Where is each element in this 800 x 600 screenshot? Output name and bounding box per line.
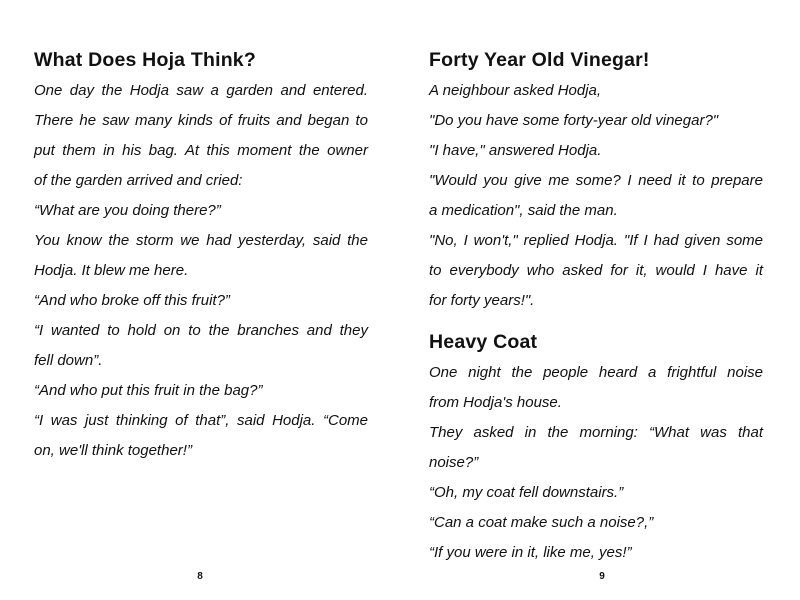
text-line: You know the storm we had yesterday, said the: [34, 232, 368, 249]
text-line: “Can a coat make such a noise?,”: [429, 514, 654, 531]
text-line: "Do you have some forty-year old vinegar?": [429, 112, 719, 129]
text-line: A neighbour asked Hodja,: [429, 82, 602, 99]
text-line: "I have," answered Hodja.: [429, 142, 602, 159]
text-line: “Oh, my coat fell downstairs.”: [429, 484, 624, 501]
right-page: [400, 0, 800, 600]
text-line: “And who broke off this fruit?”: [34, 292, 230, 309]
story-title: What Does Hoja Think?: [34, 49, 256, 71]
story-title: Forty Year Old Vinegar!: [429, 49, 650, 71]
text-line: “And who put this fruit in the bag?”: [34, 382, 263, 399]
page-number: 9: [599, 571, 605, 582]
text-line: “I was just thinking of that”, said Hodja. “Come: [34, 412, 368, 429]
text-line: a medication", said the man.: [429, 202, 618, 219]
text-line: Hodja. It blew me here.: [34, 262, 189, 279]
text-line: from Hodja's house.: [429, 394, 562, 411]
text-line: fell down”.: [34, 352, 103, 369]
text-line: of the garden arrived and cried:: [34, 172, 243, 189]
text-line: “What are you doing there?”: [34, 202, 221, 219]
text-line: put them in his bag. At this moment the owner: [34, 142, 368, 159]
text-line: “I wanted to hold on to the branches and they: [34, 322, 368, 339]
story-forty-year-old-vinegar: [429, 47, 763, 316]
text-line: “If you were in it, like me, yes!”: [429, 544, 632, 561]
story-title: Heavy Coat: [429, 331, 538, 353]
text-line: "No, I won't," replied Hodja. "If I had given some: [429, 232, 763, 249]
story-what-does-hoja-think: [34, 47, 368, 466]
text-line: One night the people heard a frightful noise: [429, 364, 763, 381]
text-line: "Would you give me some? I need it to prepare: [429, 172, 763, 189]
page-number: 8: [197, 571, 203, 582]
text-line: One day the Hodja saw a garden and entered.: [34, 82, 368, 99]
text-line: There he saw many kinds of fruits and began to: [34, 112, 368, 129]
text-line: They asked in the morning: “What was that: [429, 424, 763, 441]
text-line: to everybody who asked for it, would I have it: [429, 262, 763, 279]
story-text: [429, 358, 763, 568]
story-text: [429, 76, 763, 316]
text-line: for forty years!".: [429, 292, 535, 309]
text-line: on, we'll think together!”: [34, 442, 192, 459]
story-heavy-coat: [429, 329, 763, 568]
text-line: noise?”: [429, 454, 479, 471]
story-text: [34, 76, 368, 466]
